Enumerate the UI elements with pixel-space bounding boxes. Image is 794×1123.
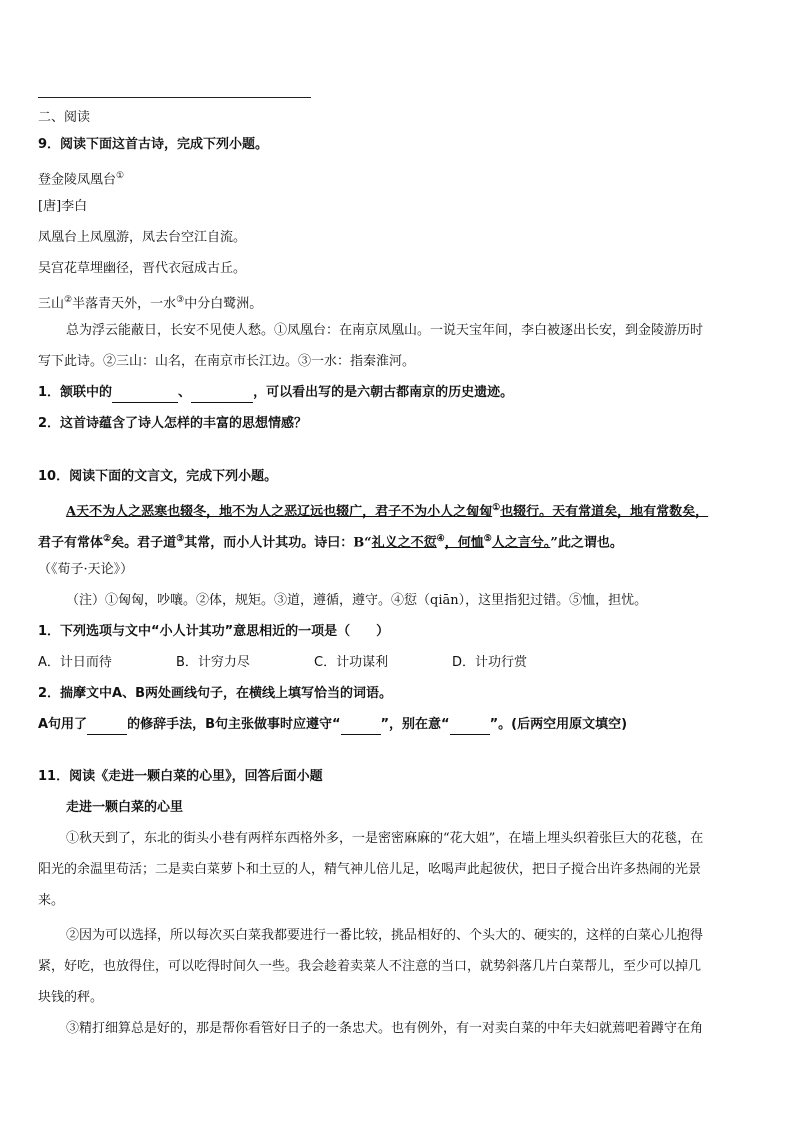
q11-paragraph-2-line-3: 块钱的秤。 [38, 990, 104, 1005]
q11-paragraph-2-line-2: 紧，好吃，也放得住，可以吃得时间久一些。我会趁着卖菜人不注意的当口，就势斜落几片白菜帮儿，至少可以掉几 [38, 959, 702, 974]
q9-poem-title: 登金陵凤凰台① [38, 171, 125, 188]
answer-blank[interactable] [112, 384, 178, 403]
q10-prompt: 10．阅读下面的文言文，完成下列小题。 [38, 469, 278, 484]
q9-subquestion-1: 1．颔联中的 、 ，可以看出写的是六朝古都南京的历史遗迹。 [38, 384, 513, 403]
q10-option-c[interactable]: C．计功谋利 [314, 655, 389, 670]
q9-prompt: 9．阅读下面这首古诗，完成下列小题。 [38, 137, 269, 152]
q9-annotation-line-2: 写下此诗。②三山：山名，在南京市长江边。③一水：指秦淮河。 [38, 354, 416, 369]
q11-paragraph-1-line-2: 阳光的余温里苟活；二是卖白菜萝卜和土豆的人，精气神儿倍儿足，吆喝声此起彼伏，把日子搅合出许多热闹的光景 [38, 862, 702, 877]
answer-blank[interactable] [87, 716, 127, 735]
answer-blank[interactable] [341, 716, 381, 735]
q11-paragraph-1-line-3: 来。 [38, 893, 65, 908]
q9-subquestion-2: 2．这首诗蕴含了诗人怎样的丰富的思想情感？ [38, 416, 308, 431]
q11-paragraph-1-line-1: ①秋天到了，东北的街头小巷有两样东西格外多，一是密密麻麻的“花大姐”，在墙上埋头织着张巨大的花毯，在 [66, 831, 704, 846]
header-rule [38, 97, 311, 98]
q11-paragraph-2-line-1: ②因为可以选择，所以每次买白菜我都要进行一番比较，挑品相好的、个头大的、硬实的，这样的白菜心儿抱得 [66, 928, 704, 943]
q10-option-a[interactable]: A．计日而待 [38, 655, 112, 670]
q10-fill-line: A句用了 的修辞手法，B句主张做事时应遵守“ ”，别在意“ ”。(后两空用原文填空) [38, 716, 627, 735]
q10-subquestion-2: 2．揣摩文中A、B两处画线句子，在横线上填写恰当的词语。 [38, 686, 393, 701]
q11-article-title: 走进一颗白菜的心里 [66, 800, 184, 815]
answer-blank[interactable] [191, 384, 253, 403]
section-heading: 二、阅读 [38, 110, 91, 125]
q10-subquestion-1: 1．下列选项与文中“小人计其功”意思相近的一项是（ ） [38, 624, 390, 639]
q10-option-b[interactable]: B．计穷力尽 [176, 655, 250, 670]
q9-poem-line-3: 三山②半落青天外，一水③中分白鹭洲。 [38, 295, 263, 312]
q10-source: （《荀子·天论》） [38, 562, 134, 577]
q10-option-d[interactable]: D．计功行赏 [452, 655, 528, 670]
q11-paragraph-3-line-1: ③精打细算总是好的，那是帮你看管好日子的一条忠犬。也有例外，有一对卖白菜的中年夫妇就蔫吧着蹲守在角 [66, 1021, 704, 1036]
q9-annotation-line-1: 总为浮云能蔽日，长安不见使人愁。①凤凰台：在南京凤凰山。一说天宝年间，李白被逐出长安，到金陵游历时 [66, 323, 704, 338]
q9-poem-line-2: 吴宫花草埋幽径，晋代衣冠成古丘。 [38, 261, 247, 276]
q10-passage-line-2: 君子有常体②矣。君子道③其常，而小人计其功。诗曰：B“礼义之不愆④，何恤⑤人之言兮。”此之谓也。 [38, 534, 623, 551]
q9-poem-line-1: 凤凰台上凤凰游，凤去台空江自流。 [38, 230, 247, 245]
q11-prompt: 11．阅读《走进一颗白菜的心里》，回答后面小题 [38, 769, 323, 784]
q9-author: [唐]李白 [38, 199, 88, 214]
answer-blank[interactable] [450, 716, 490, 735]
q10-notes: （注）①匈匈，吵嚷。②体，规矩。③道，遵循，遵守。④愆（qiān），这里指犯过错。⑤恤，担忧。 [66, 593, 648, 608]
q10-passage-line-1: A天不为人之恶寒也辍冬，地不为人之恶辽远也辍广，君子不为小人之匈匈①也辍行。天有常道矣，地有常数矣， [66, 503, 709, 520]
